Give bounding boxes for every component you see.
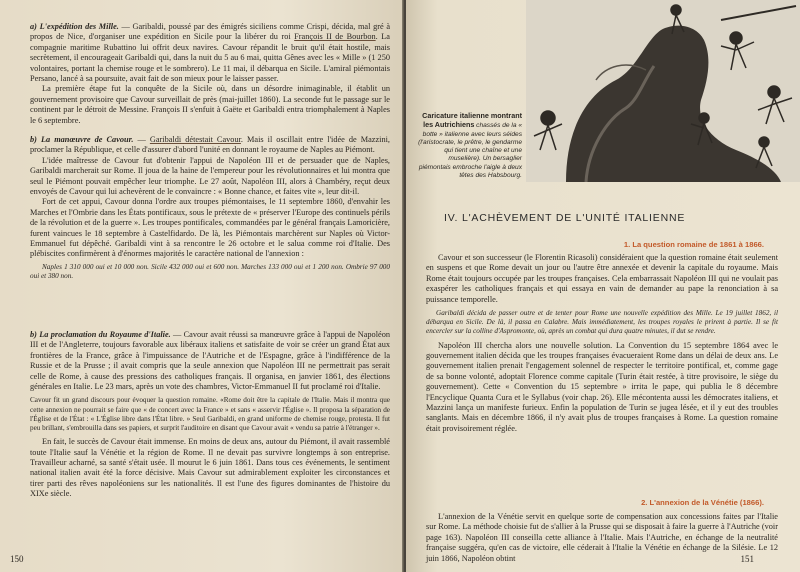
cavour-discourse-note: Cavour fit un grand discours pour évoquer la question romaine. «Rome doit être la capitale de l'Italie. Mais il montra que cette annexion ne pourrait se faire que « de concert avec la France » et sans « asservir l'Église ». Il proposa la séparation de l'Église et de l'État : « L'Église libre dans l'État libre. » Seul Garibaldi, en grand uniforme de chemise rouge, protesta. Il fut peu brillant, s'embrouilla dans ses papiers, et surprit l'auditoire en disant que Cavour avait « vendu sa patrie à l'étranger ». bbox=[30, 396, 390, 433]
caricature-drawing bbox=[526, 0, 800, 182]
section-1-garibaldi-note: Garibaldi décida de passer outre et de tenter pour Rome une nouvelle expédition des Mille. Le 19 juillet 1862, il débarqua en Sicile. De là, il passa en Calabre. Mais immédiatement, les troupes royales le prirent à partie. Il se fit encercler sur la colline d'Aspromonte, où, après un combat qui dura quatre minutes, il dut se rendre. bbox=[426, 309, 778, 336]
caption-text: chassés de la « botte » italienne avec leurs séides (l'aristocrate, le prêtre, le gendarme qui tient une chaîne et une muselière). Un bersaglier piémontais embroche l'aigle à deux têtes des Habsbourg. bbox=[418, 122, 522, 180]
section-a-para2: La première étape fut la conquête de la Sicile où, dans un désordre inimaginable, il établit un gouvernement provisoire que Cavour surveillait de près (mai-juillet 1860). La seconde fut le passage sur le continent par le détroit de Messine. François II s'enfuit à Gaëte et Garibaldi entra triomphalement à Naples le 6 septembre. bbox=[30, 84, 390, 125]
section-b-underlined: Garibaldi détestait Cavour bbox=[149, 135, 241, 144]
caption-title: Caricature italienne montrant les Autrichiens bbox=[422, 111, 522, 130]
plebiscite-results: Naples 1 310 000 oui et 10 000 non. Sicile 432 000 oui et 600 non. Marches 133 000 oui et 1 200 non. Ombrie 97 000 oui et 380 non. bbox=[30, 262, 390, 281]
section-2-title: 2. L'annexion de la Vénétie (1866). bbox=[641, 498, 764, 507]
section-proclamation-royaume bbox=[30, 330, 390, 500]
section-question-romaine bbox=[426, 253, 778, 434]
section-a-heading: a) L'expédition des Mille. bbox=[30, 22, 119, 31]
section-b-para2: L'idée maîtresse de Cavour fut d'obtenir l'appui de Napoléon III et de persuader que de Naples, Garibaldi marcherait sur Rome. Il joua de la haine de l'empereur pour les révolutionnaires et lui montra que seul le Piémont pouvait empêcher leur triomphe. Le 27 août, Napoléon III, alors à Chambéry, reçut deux envoyés de Cavour qui lui achevèrent de le convaincre : « Bonne chance, et faites vite », leur dit-il. bbox=[30, 155, 390, 197]
section-expedition-des-mille bbox=[30, 22, 390, 126]
section-1-body2: Napoléon III chercha alors une nouvelle solution. La Convention du 15 septembre 1864 avec le gouvernement italien décida que les troupes françaises évacueraient Rome dans un délai de deux ans. Le gouvernement italien prenait l'engagement solennel de respecter le territoire pontifical, et, comme gage de sa bonne volonté, adoptait Florence comme capitale (Turin était restée, à titre provisoire, le siège du gouvernement). Cette « Convention du 15 septembre » irrita le pape, qui publia le 8 décembre l'Encyclique Quanta Cura et le Syllabus (voir chap. 26). Elle mécontenta aussi les démocrates italiens, et Mazzini lança un manifeste furieux. Enfin la population de Turin se jugea lésée, et il y eut des troubles sanglants. Mais en décembre 1866, il n'y avait plus de troupes françaises à Rome. La question romaine était provisoirement réglée. bbox=[426, 340, 778, 433]
page-number-left: 150 bbox=[10, 554, 24, 564]
section-b-text1: — bbox=[133, 135, 150, 144]
section-b-heading: b) La manœuvre de Cavour. bbox=[30, 135, 134, 144]
page-number-right: 151 bbox=[740, 554, 754, 564]
section-2-text: L'annexion de la Vénétie servit en quelque sorte de compensation aux concessions faites par l'Italie sur Rome. La méthode choisie fut de s'allier à la Prusse qui se disposait à faire la guerre à l'Autriche (voir page 163). Napoléon III conseilla cette alliance à l'Italie. Mais l'Autriche, en échange de la neutralité française suggéra, qu'en cas de victoire, elle céderait à l'Italie la Vénétie en échange de la Silésie. Le 12 juin 1866, Napoléon obtint bbox=[426, 512, 778, 563]
section-c-heading: b) La proclamation du Royaume d'Italie. bbox=[30, 330, 171, 339]
chapter-title: IV. L'ACHÈVEMENT DE L'UNITÉ ITALIENNE bbox=[444, 212, 686, 224]
section-1-title: 1. La question romaine de 1861 à 1866. bbox=[623, 240, 764, 249]
section-a-text2: . La compagnie maritime Rubattino lui offrit deux navires. Cavour répandit le bruit qu'il était hostile, mais secrètement, il encourageait Garibaldi qui, dans la nuit du 5 au 6 mai, quitta Gênes avec les « Mille » (1 250 volontaires, portant la chemise rouge et le sombrero). Le 11 mai, il débarqua en Sicile. L'amiral piémontais Persano, lancé à sa poursuite, avait fait de son mieux pour le laisser passer. bbox=[30, 32, 390, 84]
section-c-conclusion: En fait, le succès de Cavour était immense. En moins de deux ans, autour du Piémont, il avait rassemblé toute l'Italie sauf la Vénétie et la région de Rome. Il ne devait pas survivre longtemps à son entreprise. Travailleur acharné, sa santé s'était usée. Il mourut le 6 juin 1861. Dans tous ces événements, le sentiment national italien avait été la force décisive. Mais Cavour sut admirablement exploiter les circonstances et tirer parti des rêves napoléoniens sur les nationalités. Il est l'une des figures dominantes de l'histoire du XIXe siècle. bbox=[30, 437, 390, 499]
section-manoeuvre-cavour bbox=[30, 135, 390, 281]
caricature-illustration bbox=[526, 0, 800, 182]
section-b-text2: . Mais il oscillait entre l'idée de Mazzini, proclamer la République, et celle d'assurer d'abord l'unité en donnant le royaume de Naples au Piémont. bbox=[30, 135, 390, 155]
right-page bbox=[406, 0, 800, 572]
section-annexion-venetie bbox=[426, 512, 778, 564]
section-1-intro: Cavour et son successeur (le Florentin Ricasoli) considéraient que la question romaine était seulement en suspens et que Rome devait un jour ou l'autre être annexée et devenir la capitale du royaume. Mais Rome était toujours occupée par les troupes françaises. Cela embarrassait Napoléon III qui ne voulait pas exaspérer les catholiques français et qui essaya en vain de demander au pape la renonciation à sa puissance temporelle. bbox=[426, 253, 778, 304]
section-c-text: — Cavour avait réussi sa manœuvre grâce à l'appui de Napoléon III et de l'Angleterre, toujours favorable aux libéraux italiens et satisfaite de voir se créer un grand État aux frontières de la France, grâce à l'impuissance de l'Autriche et de l'Espagne, grâce à l'indifférence de la Russie et de la Prusse ; il avait compris que la seule annexion que Napoléon III ne permettrait pas serait celle de Rome, à cause des pressions des catholiques français. Il organisa, en janvier 1861, des élections générales en Italie. Le 23 mars, après un vote des chambres, Victor-Emmanuel II fut proclamé roi d'Italie. bbox=[30, 330, 390, 392]
king-name: François II de Bourbon bbox=[294, 32, 376, 42]
section-a-text1: — Garibaldi, poussé par des émigrés siciliens comme Crispi, décida, mal gré à propos de Nice, d'organiser une expédition en Sicile pour la libérer du roi bbox=[30, 22, 390, 42]
section-b-para3: Fort de cet appui, Cavour donna l'ordre aux troupes piémontaises, le 11 septembre 1860, d'envahir les Marches et l'Ombrie dans les États pontificaux, sous le prétexte de « préserver l'Europe des continuels périls de la révolution et de la guerre ». Les troupes pontificales, commandées par le général français Lamoricière, furent vaincues le 18 septembre à Castelfidardo. De là, les Piémontais marchèrent sur Naples où Victor-Emmanuel fut dépêché. Garibaldi vint à sa rencontre le 26 octobre et le salua comme roi d'Italie. Des plébiscites confirmèrent à d'énormes majorités le caractère national de l'annexion : bbox=[30, 197, 390, 259]
illustration-caption bbox=[416, 112, 522, 180]
